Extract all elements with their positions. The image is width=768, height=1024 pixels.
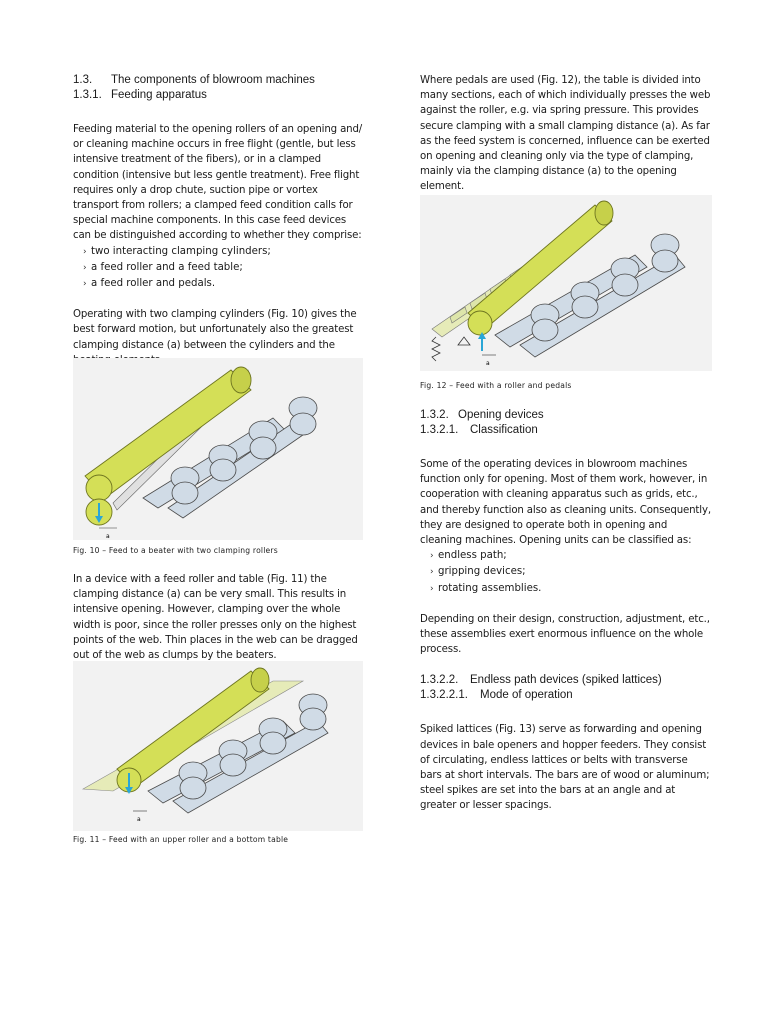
section-heading-1-3-2-2-1: 1.3.2.2.1. Mode of operation (420, 689, 573, 702)
paragraph-roller-table: In a device with a feed roller and table (Fig. 11) the clamping distance (a) can be very small. This results in intensive opening. However, clamping over the whole width is poor, since the roller presses only on the highest points of the web. Thin places in the web can be dragged out of the web as clumps by the beaters. (73, 574, 358, 662)
paragraph-influence: Depending on their design, construction, adjustment, etc., these assemblies exert enormous influence on the whole process. (420, 613, 710, 656)
section-heading-1-3-2-1: 1.3.2.1. Classification (420, 424, 538, 436)
section-heading-1-3-2-2: 1.3.2.2. Endless path devices (spiked lattices) (420, 674, 662, 687)
figure-12-illustration (420, 195, 712, 371)
figure-11-illustration (73, 661, 363, 831)
list-item: › gripping devices; (430, 564, 712, 580)
paragraph-feeding: Feeding material to the opening rollers of an opening and/ or cleaning machine occurs in free flight (gentle, but less intensive treatment of the fibers), or in a clamped condition (intensive but less gentle treatment). Free flight requires only a drop chute, suction pipe or vortex transport from rollers; a clamped feed condition calls for special machine components. In this case feed devices can be distinguished according to whether they comprise: (73, 124, 363, 242)
paragraph-classification: Some of the operating devices in blowroom machines function only for opening. Most of them work, however, in cooperation with cleaning apparatus such as grids, etc., and thereby function also as cleaning units. Consequently, they are designed to operate both in opening and cleaning machines. Opening units can be classified as: (420, 459, 711, 547)
fig11-distance-label: a (137, 816, 141, 823)
figure-11 (73, 661, 363, 831)
paragraph-pedals: Where pedals are used (Fig. 12), the table is divided into many sections, each of which individually presses the web against the roller, e.g. via spring pressure. This provides secure clamping with a small clamping distance (a). As far as the feed system is concerned, influence can be exerted on opening and cleaning only via the type of clamping, mainly via the clamping distance (a) to the opening element. (420, 75, 711, 193)
fig10-distance-label: a (106, 533, 110, 540)
left-column-lower (73, 572, 365, 663)
list-item: › a feed roller and pedals. (83, 276, 365, 292)
left-column (73, 73, 365, 368)
right-column-lower (420, 408, 712, 814)
paragraph-two-cylinders: Operating with two clamping cylinders (Fig. 10) gives the best forward motion, but unfortunately also the greatest clamping distance (a) between the cylinders and the (73, 309, 357, 351)
opening-unit-list (420, 548, 712, 597)
section-heading-1-3-1: 1.3.1. Feeding apparatus (73, 89, 207, 101)
section-heading-1-3: 1.3. The components of blowroom machines (73, 74, 315, 86)
fig12-distance-label: a (486, 360, 490, 367)
list-item: › a feed roller and a feed table; (83, 260, 365, 276)
figure-11-caption: Fig. 11 – Feed with an upper roller and a bottom table (73, 835, 289, 844)
figure-12-caption: Fig. 12 – Feed with a roller and pedals (420, 381, 572, 390)
list-item: › rotating assemblies. (430, 581, 712, 597)
figure-10-caption: Fig. 10 – Feed to a beater with two clamping rollers (73, 546, 278, 555)
feed-device-list (73, 244, 365, 293)
list-item: › two interacting clamping cylinders; (83, 244, 365, 260)
list-item: › endless path; (430, 548, 712, 564)
right-column (420, 73, 712, 195)
figure-10 (73, 358, 363, 540)
paragraph-spiked-lattices: Spiked lattices (Fig. 13) serve as forwarding and opening devices in bale openers and hopper feeders. They consist of circulating, endless lattices or belts with transverse bars at short intervals. The bars are of wood or aluminum; steel spikes are set into the bars at an angle and at greater or lesser spacings. (420, 724, 710, 812)
section-heading-1-3-2: 1.3.2. Opening devices (420, 409, 544, 421)
figure-10-illustration (73, 358, 363, 540)
figure-12 (420, 195, 712, 371)
